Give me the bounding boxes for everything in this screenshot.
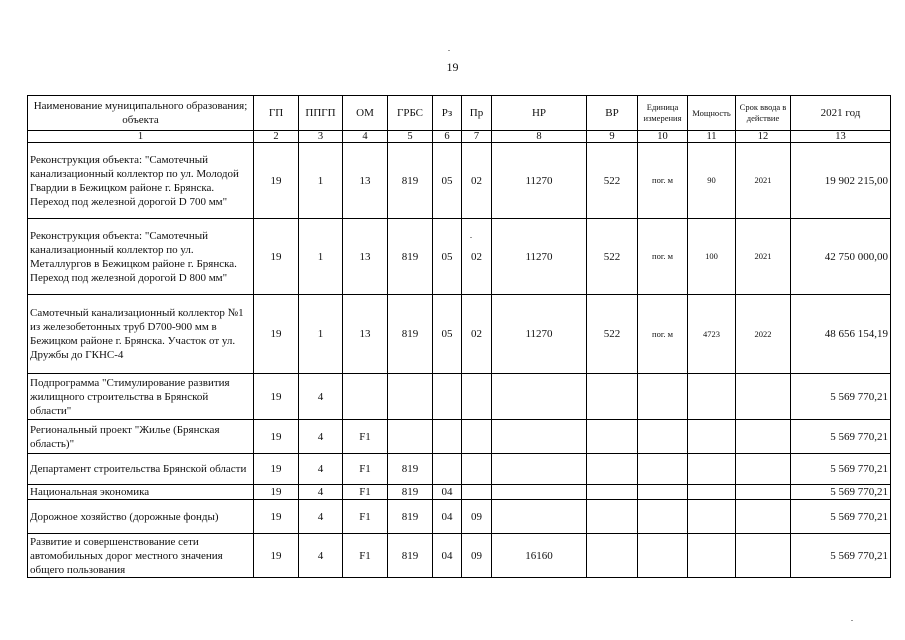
gp-cell: 19 [254,143,299,219]
header-row [28,96,891,131]
term-cell [736,500,791,534]
term-cell [736,374,791,420]
grbs-cell: 819 [388,295,433,374]
capacity-cell: 90 [688,143,736,219]
om-cell: F1 [343,500,388,534]
ppgp-cell: 1 [299,295,343,374]
grbs-cell [388,420,433,454]
om-cell [343,374,388,420]
ppgp-cell: 4 [299,500,343,534]
term-cell [736,454,791,485]
om-cell: F1 [343,534,388,578]
pr-cell: 02 [462,219,492,295]
ppgp-cell: 4 [299,420,343,454]
column-header: ГП [254,96,299,131]
amount-cell: 42 750 000,00 [791,219,891,295]
object-name-cell: Реконструкция объекта: "Самотечный канализационный коллектор по ул. Молодой Гвардии в Бежицком районе г. Брянска. Переход под железной дорогой D 700 мм" [28,143,254,219]
nr-cell [492,454,587,485]
ppgp-cell: 4 [299,374,343,420]
term-cell [736,420,791,454]
column-number: 1 [28,131,254,143]
vr-cell [587,500,638,534]
object-name-cell: Подпрограмма "Стимулирование развития жилищного строительства в Брянской области" [28,374,254,420]
vr-cell: 522 [587,143,638,219]
om-cell: 13 [343,295,388,374]
ppgp-cell: 4 [299,485,343,500]
vr-cell [587,534,638,578]
om-cell: F1 [343,485,388,500]
rz-cell [433,454,462,485]
amount-cell: 5 569 770,21 [791,534,891,578]
column-header: Срок ввода в действие [736,96,791,131]
column-header: ГРБС [388,96,433,131]
amount-cell: 19 902 215,00 [791,143,891,219]
amount-cell: 5 569 770,21 [791,420,891,454]
column-number: 4 [343,131,388,143]
rz-cell: 05 [433,219,462,295]
table-row [28,485,891,500]
amount-cell: 5 569 770,21 [791,500,891,534]
om-cell: F1 [343,454,388,485]
table-row [28,454,891,485]
unit-cell [638,534,688,578]
unit-cell [638,485,688,500]
object-name-cell: Дорожное хозяйство (дорожные фонды) [28,500,254,534]
object-name-cell: Региональный проект "Жилье (Брянская область)" [28,420,254,454]
vr-cell [587,485,638,500]
page-number: 19 [446,60,459,74]
ppgp-cell: 4 [299,534,343,578]
nr-cell: 11270 [492,295,587,374]
vr-cell [587,454,638,485]
pr-cell: 02 [462,295,492,374]
object-name-cell: Реконструкция объекта: "Самотечный канализационный коллектор по ул. Металлургов в Бежицком районе г. Брянска. Переход под железной дорогой D 800 мм" [28,219,254,295]
term-cell [736,485,791,500]
column-number: 8 [492,131,587,143]
term-cell: 2021 [736,143,791,219]
pr-cell [462,485,492,500]
column-header: Пр [462,96,492,131]
rz-cell: 04 [433,534,462,578]
vr-cell: 522 [587,295,638,374]
unit-cell: пог. м [638,143,688,219]
gp-cell: 19 [254,454,299,485]
object-name-cell: Департамент строительства Брянской области [28,454,254,485]
table-row [28,143,891,219]
table-row [28,219,891,295]
column-header: Рз [433,96,462,131]
column-number: 13 [791,131,891,143]
gp-cell: 19 [254,534,299,578]
grbs-cell [388,374,433,420]
gp-cell: 19 [254,500,299,534]
column-number: 9 [587,131,638,143]
capacity-cell: 4723 [688,295,736,374]
table-row [28,295,891,374]
pr-cell: 09 [462,534,492,578]
capacity-cell [688,454,736,485]
rz-cell: 04 [433,500,462,534]
nr-cell: 11270 [492,143,587,219]
nr-cell [492,500,587,534]
pr-cell: 09 [462,500,492,534]
grbs-cell: 819 [388,219,433,295]
grbs-cell: 819 [388,454,433,485]
column-header: 2021 год [791,96,891,131]
om-cell: 13 [343,143,388,219]
capacity-cell: 100 [688,219,736,295]
object-name-cell: Национальная экономика [28,485,254,500]
rz-cell: 04 [433,485,462,500]
nr-cell [492,420,587,454]
column-header: ОМ [343,96,388,131]
rz-cell: 05 [433,143,462,219]
column-header: ВР [587,96,638,131]
unit-cell: пог. м [638,295,688,374]
ppgp-cell: 4 [299,454,343,485]
unit-cell [638,374,688,420]
vr-cell [587,374,638,420]
amount-cell: 5 569 770,21 [791,374,891,420]
ppgp-cell: 1 [299,143,343,219]
table-row [28,374,891,420]
amount-cell: 48 656 154,19 [791,295,891,374]
capacity-cell [688,500,736,534]
object-name-cell: Развитие и совершенствование сети автомобильных дорог местного значения общего пользования [28,534,254,578]
column-number: 5 [388,131,433,143]
grbs-cell: 819 [388,500,433,534]
gp-cell: 19 [254,295,299,374]
column-header: Наименование муниципального образования; объекта [28,96,254,131]
table-row [28,534,891,578]
column-header: ППГП [299,96,343,131]
pr-cell [462,420,492,454]
grbs-cell: 819 [388,143,433,219]
scan-speck [470,237,472,238]
term-cell: 2021 [736,219,791,295]
object-name-cell: Самотечный канализационный коллектор №1 из железобетонных труб D700-900 мм в Бежицком районе г. Брянска. Участок от ул. Дружбы до ГКНС-4 [28,295,254,374]
rz-cell [433,420,462,454]
unit-cell [638,454,688,485]
term-cell [736,534,791,578]
rz-cell: 05 [433,295,462,374]
unit-cell: пог. м [638,219,688,295]
nr-cell [492,485,587,500]
unit-cell [638,420,688,454]
unit-cell [638,500,688,534]
grbs-cell: 819 [388,485,433,500]
column-header: Мощность [688,96,736,131]
gp-cell: 19 [254,485,299,500]
table-row [28,420,891,454]
pr-cell [462,454,492,485]
column-header: Единица измерения [638,96,688,131]
capacity-cell [688,374,736,420]
vr-cell: 522 [587,219,638,295]
column-header: НР [492,96,587,131]
column-number: 6 [433,131,462,143]
term-cell: 2022 [736,295,791,374]
pr-cell [462,374,492,420]
table-row [28,500,891,534]
column-number: 7 [462,131,492,143]
amount-cell: 5 569 770,21 [791,485,891,500]
vr-cell [587,420,638,454]
gp-cell: 19 [254,420,299,454]
capacity-cell [688,420,736,454]
grbs-cell: 819 [388,534,433,578]
column-number: 10 [638,131,688,143]
ppgp-cell: 1 [299,219,343,295]
rz-cell [433,374,462,420]
scan-speck [448,50,450,51]
column-number: 12 [736,131,791,143]
scan-speck [851,620,853,621]
nr-cell [492,374,587,420]
capacity-cell [688,534,736,578]
budget-table [27,95,891,578]
om-cell: F1 [343,420,388,454]
column-number-row [28,131,891,143]
nr-cell: 11270 [492,219,587,295]
capacity-cell [688,485,736,500]
om-cell: 13 [343,219,388,295]
pr-cell: 02 [462,143,492,219]
column-number: 3 [299,131,343,143]
column-number: 2 [254,131,299,143]
column-number: 11 [688,131,736,143]
nr-cell: 16160 [492,534,587,578]
gp-cell: 19 [254,374,299,420]
gp-cell: 19 [254,219,299,295]
amount-cell: 5 569 770,21 [791,454,891,485]
